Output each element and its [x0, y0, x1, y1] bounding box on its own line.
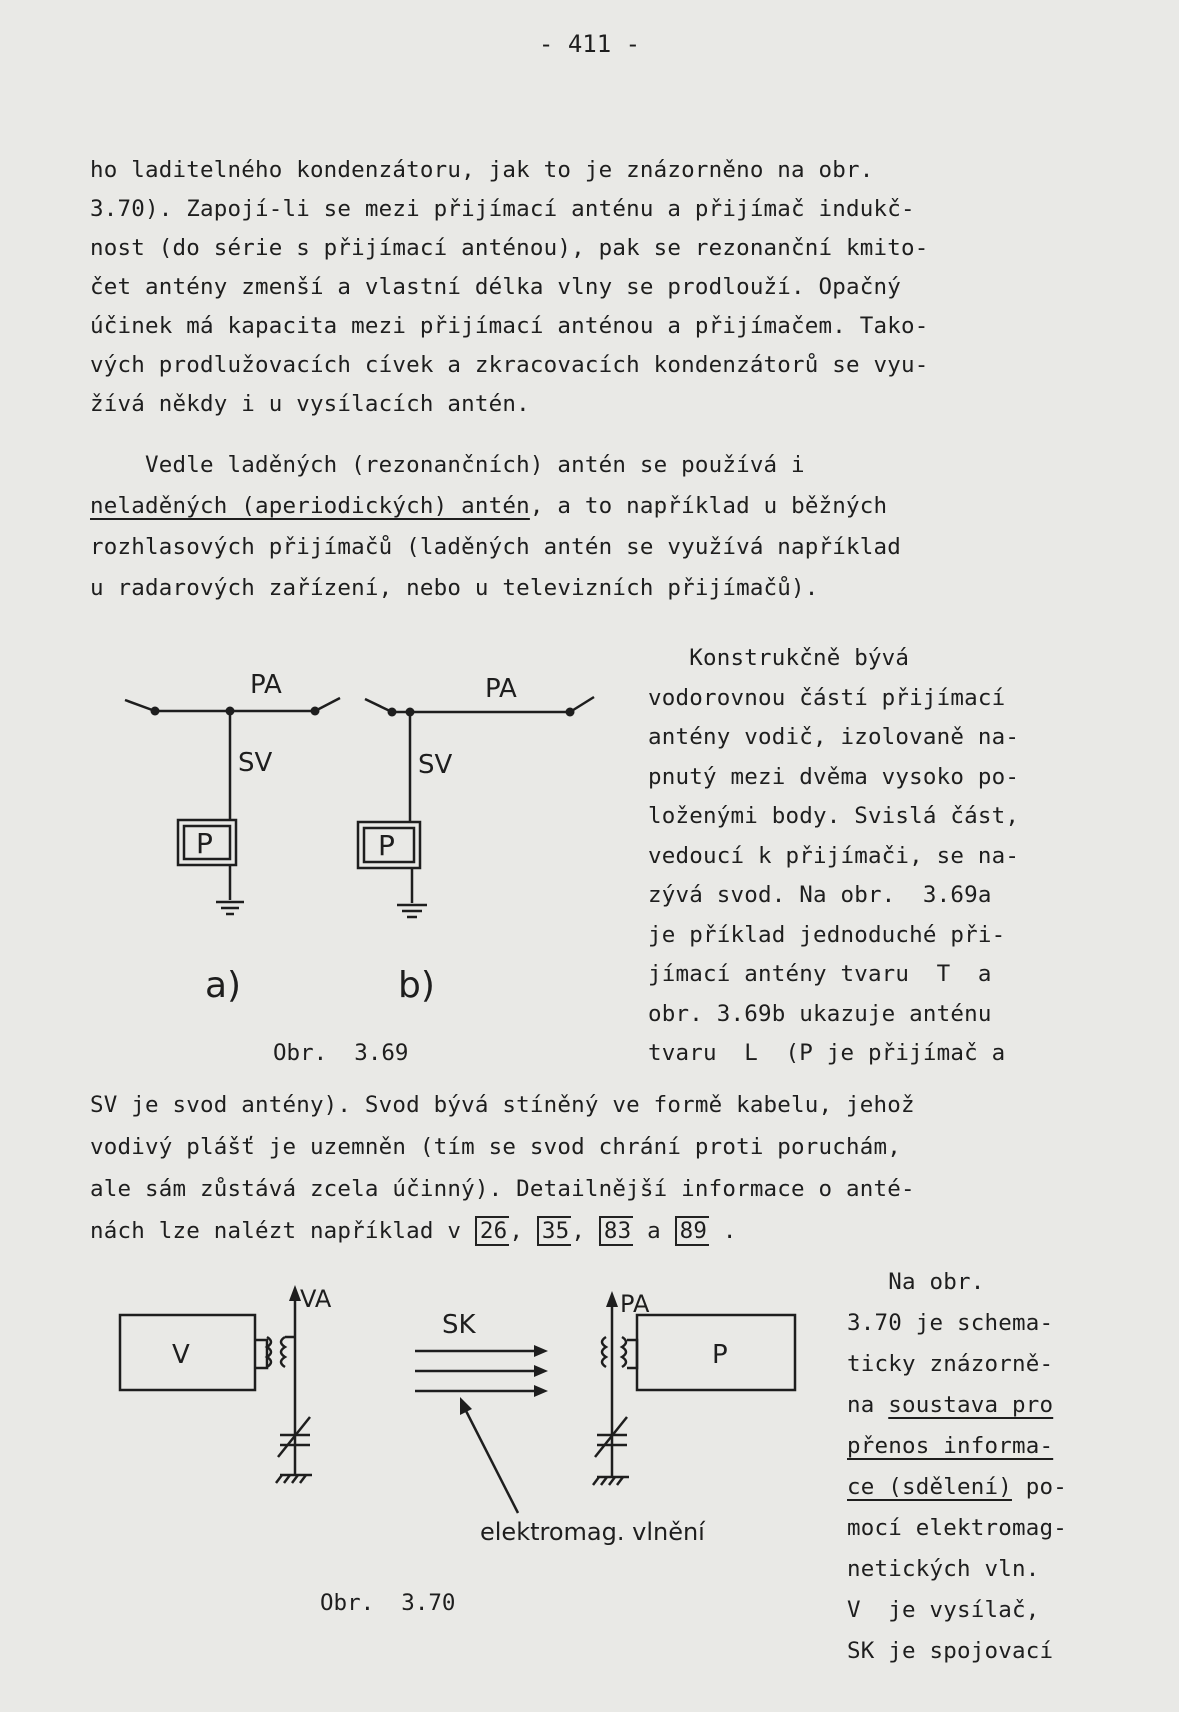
label-p-b: P [378, 829, 395, 862]
paragraph-3-line-2: vodivý plášť je uzemněn (tím se svod chrání proti poruchám, [90, 1134, 902, 1160]
references-line [90, 1211, 737, 1251]
right-2-after-line-4: SK je spojovací [847, 1638, 1054, 1664]
paragraph-1-line-5: účinek má kapacita mezi přijímací anténou a přijímačem. Tako- [90, 313, 929, 339]
paragraph-1-line-4: čet antény zmenší a vlastní délka vlny se prodlouží. Opačný [90, 274, 902, 300]
right-2-after-line-1: mocí elektromag- [847, 1515, 1067, 1541]
label-sk: SK [442, 1310, 476, 1340]
right-2-after-line-2: netických vln. [847, 1556, 1040, 1582]
right-1-line-8: je příklad jednoduché při- [648, 921, 1006, 948]
right-1-line-11: tvaru L (P je přijímač a [648, 1040, 1006, 1066]
page-number: - 411 - [538, 30, 641, 58]
caption-3-70: Obr. 3.70 [320, 1590, 456, 1616]
right-1-line-4: pnutý mezi dvěma vysoko po- [648, 763, 1020, 790]
right-1-line-9: jímací antény tvaru T a [648, 961, 992, 987]
paragraph-1-line-7: žívá někdy i u vysílacích antén. [90, 391, 530, 417]
right-2-line-6-rest: po- [1011, 1474, 1067, 1500]
label-pa-b: PA [485, 674, 517, 704]
right-2-after-line-3: V je vysílač, [847, 1597, 1040, 1623]
paragraph-2-line-2-rest: , a to například u běžných [529, 493, 888, 519]
label-p-370: P [712, 1340, 728, 1370]
right-1-line-6: vedoucí k přijímači, se na- [648, 842, 1020, 869]
paragraph-3-line-1: SV je svod antény). Svod bývá stíněný ve formě kabelu, jehož [90, 1092, 915, 1118]
caption-3-69: Obr. 3.69 [273, 1040, 409, 1066]
reference-83: 83 [599, 1216, 634, 1246]
paragraph-2-line-1: Vedle laděných (rezonančních) antén se používá i [90, 452, 805, 478]
right-1-line-5: loženými body. Svislá část, [648, 803, 1020, 829]
and-word: a [647, 1218, 661, 1244]
label-va: VA [300, 1285, 332, 1313]
label-v: V [172, 1340, 190, 1370]
reference-35: 35 [537, 1216, 572, 1246]
right-2-line-5 [847, 1426, 1053, 1466]
label-p-a: P [196, 827, 213, 860]
figure-3-70 [100, 1285, 820, 1585]
paragraph-1-line-1: ho laditelného kondenzátoru, jak to je znázorněno na obr. [90, 157, 874, 183]
paragraph-1-line-6: vých prodlužovacích cívek a zkracovacích kondenzátorů se vyu- [90, 352, 929, 378]
label-pa-a: PA [250, 670, 282, 700]
underlined-term: neladěných (aperiodických) antén [90, 493, 530, 519]
figure-3-69 [100, 645, 620, 1065]
underlined-term-2a: soustava pro [888, 1392, 1054, 1418]
sep-2: , [571, 1218, 586, 1244]
right-1-line-2: vodorovnou částí přijímací [648, 684, 1006, 711]
reference-89: 89 [675, 1216, 710, 1246]
underlined-term-2b: přenos informa- [847, 1433, 1054, 1459]
right-2-line-3: ticky znázorně- [847, 1351, 1054, 1377]
end-dot: . [722, 1218, 737, 1244]
paragraph-2-line-2 [90, 486, 887, 526]
label-a: a) [205, 965, 242, 1006]
references-prefix: nách lze nalézt například v [90, 1218, 475, 1244]
sep-1: , [509, 1218, 524, 1244]
right-2-line-2: 3.70 je schema- [847, 1310, 1054, 1336]
label-sv-a: SV [238, 748, 273, 778]
paragraph-1-line-2: 3.70). Zapojí-li se mezi přijímací anténu a přijímač indukč- [90, 196, 915, 222]
right-2-prefix: na [847, 1392, 889, 1418]
right-2-line-4 [847, 1385, 1053, 1425]
label-pa-370: PA [620, 1290, 650, 1318]
right-2-line-6 [847, 1467, 1067, 1507]
paragraph-3-line-3: ale sám zůstává zcela účinný). Detailnější informace o anté- [90, 1176, 915, 1202]
reference-26: 26 [475, 1216, 510, 1246]
right-1-line-7: zývá svod. Na obr. 3.69a [648, 882, 992, 908]
label-sv-b: SV [418, 750, 453, 780]
label-wave: elektromag. vlnění [480, 1518, 705, 1546]
underlined-term-2c: ce (sdělení) [847, 1474, 1012, 1500]
right-1-line-1: Konstrukčně bývá [648, 645, 910, 671]
right-1-line-3: antény vodič, izolovaně na- [648, 724, 1020, 750]
right-2-line-1: Na obr. [847, 1269, 985, 1295]
paragraph-2-line-4: u radarových zařízení, nebo u televizních přijímačů). [90, 575, 819, 601]
right-1-line-10: obr. 3.69b ukazuje anténu [648, 1000, 992, 1027]
paragraph-1-line-3: nost (do série s přijímací anténou), pak se rezonanční kmito- [90, 235, 929, 261]
label-b: b) [398, 965, 435, 1006]
paragraph-2-line-3: rozhlasových přijímačů (laděných antén se využívá například [90, 534, 902, 560]
